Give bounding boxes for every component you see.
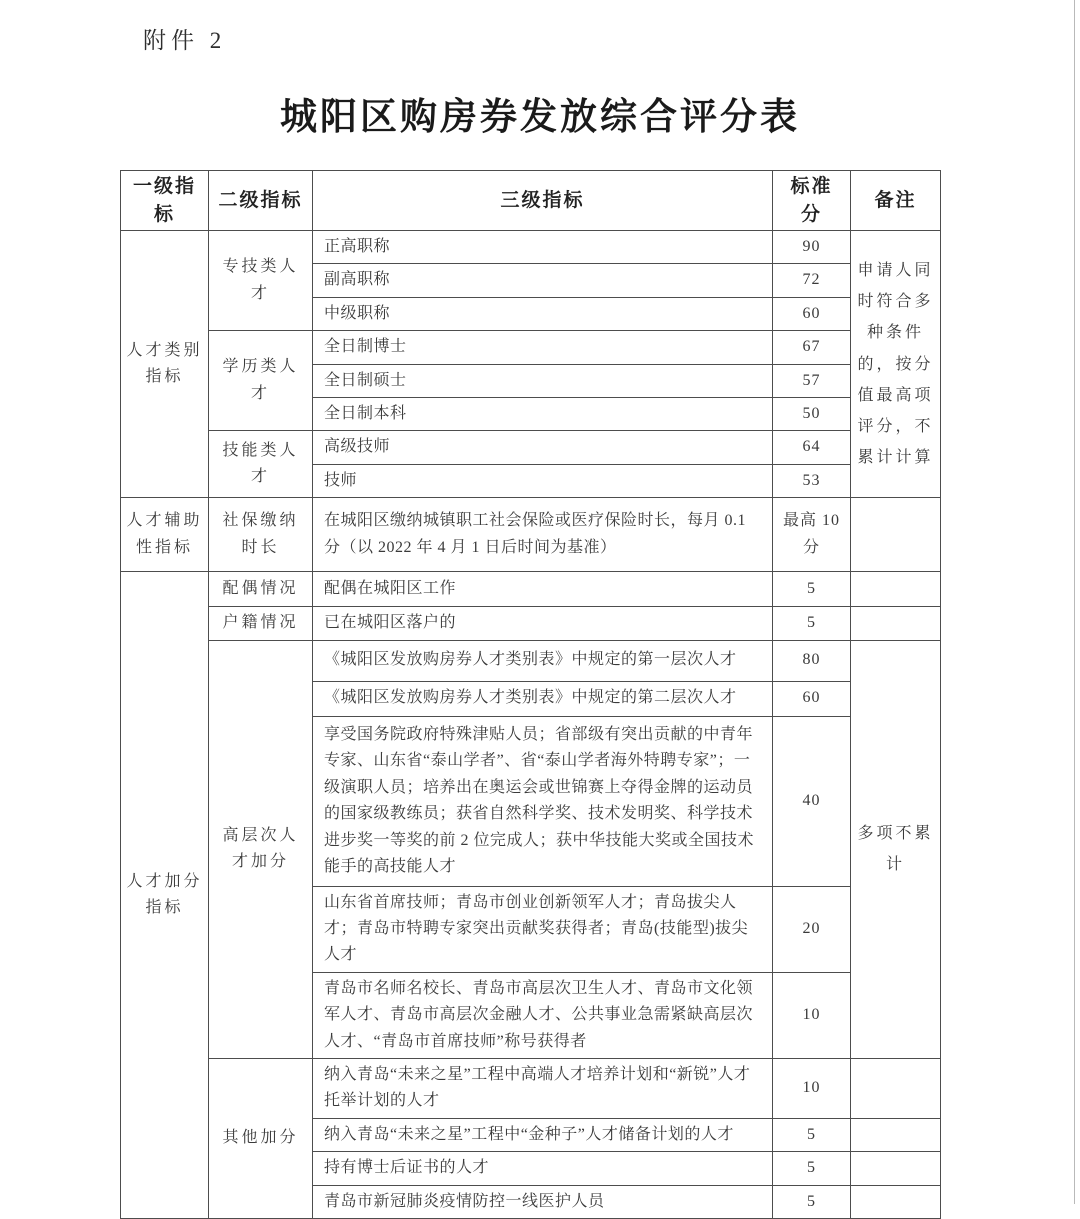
score-cell: 5 [773,1118,851,1151]
score-cell: 72 [773,264,851,297]
table-row [121,431,941,464]
remark-cell: 申请人同时符合多种条件的，按分值最高项评分，不累计计算 [851,231,941,498]
score-cell: 20 [773,886,851,972]
score-cell: 10 [773,1058,851,1118]
page-title: 城阳区购房券发放综合评分表 [280,96,800,137]
table-row [121,1058,941,1118]
level3-cell: 配偶在城阳区工作 [313,572,773,607]
score-cell: 90 [773,231,851,264]
level3-cell: 纳入青岛“未来之星”工程中高端人才培养计划和“新锐”人才托举计划的人才 [313,1058,773,1118]
table-row [121,231,941,264]
remark-cell [851,498,941,572]
level3-cell: 在城阳区缴纳城镇职工社会保险或医疗保险时长，每月 0.1 分（以 2022 年 4 月 1 日后时间为基准） [313,498,773,572]
remark-cell [851,1118,941,1151]
level3-cell: 山东省首席技师；青岛市创业创新领军人才；青岛拔尖人才；青岛市特聘专家突出贡献奖获得者；青岛(技能型)拔尖人才 [313,886,773,972]
attachment-label: 附件 2 [143,28,227,53]
remark-cell [851,1152,941,1185]
level1-cell: 人才类别指标 [121,231,209,498]
score-cell: 60 [773,297,851,330]
level2-cell: 配偶情况 [209,572,313,607]
level3-cell: 技师 [313,464,773,497]
score-cell: 53 [773,464,851,497]
level2-cell: 技能类人才 [209,431,313,498]
col-header-level1: 一级指标 [121,171,209,231]
level3-cell: 已在城阳区落户的 [313,607,773,640]
score-cell: 64 [773,431,851,464]
level3-cell: 高级技师 [313,431,773,464]
score-cell: 5 [773,572,851,607]
remark-cell: 多项不累计 [851,640,941,1058]
page-right-edge-line [1074,0,1075,1204]
scoring-table [120,170,941,1219]
table-row [121,331,941,364]
col-header-level3: 三级指标 [313,171,773,231]
level2-cell: 专技类人才 [209,231,313,331]
score-cell: 5 [773,1185,851,1218]
level1-cell: 人才辅助性指标 [121,498,209,572]
level2-cell: 高层次人才加分 [209,640,313,1058]
score-cell: 80 [773,640,851,681]
level3-cell: 全日制硕士 [313,364,773,397]
remark-cell [851,1185,941,1218]
level3-cell: 全日制本科 [313,398,773,431]
table-row [121,572,941,607]
score-cell: 60 [773,681,851,716]
table-header-row [121,171,941,231]
col-header-score: 标准分 [773,171,851,231]
table-row [121,607,941,640]
score-cell: 50 [773,398,851,431]
level3-cell: 《城阳区发放购房券人才类别表》中规定的第一层次人才 [313,640,773,681]
remark-cell [851,1058,941,1118]
col-header-level2: 二级指标 [209,171,313,231]
score-cell: 40 [773,716,851,886]
score-cell: 10 [773,972,851,1058]
level2-cell: 户籍情况 [209,607,313,640]
table-row [121,498,941,572]
level3-cell: 持有博士后证书的人才 [313,1152,773,1185]
level3-cell: 享受国务院政府特殊津贴人员；省部级有突出贡献的中青年专家、山东省“泰山学者”、省“泰山学者海外特聘专家”；一级演职人员；培养出在奥运会或世锦赛上夺得金牌的运动员的国家级教练员；获省自然科学奖、技术发明奖、科学技术进步奖一等奖的前 2 位完成人；获中华技能大奖或全国技术能手的高技能人才 [313,716,773,886]
score-cell: 5 [773,1152,851,1185]
remark-cell [851,607,941,640]
score-cell: 最高 10 分 [773,498,851,572]
score-cell: 67 [773,331,851,364]
level3-cell: 青岛市新冠肺炎疫情防控一线医护人员 [313,1185,773,1218]
level3-cell: 正高职称 [313,231,773,264]
score-cell: 5 [773,607,851,640]
level3-cell: 《城阳区发放购房券人才类别表》中规定的第二层次人才 [313,681,773,716]
remark-cell [851,572,941,607]
level3-cell: 全日制博士 [313,331,773,364]
level3-cell: 中级职称 [313,297,773,330]
level1-cell: 人才加分指标 [121,572,209,1219]
table-row [121,640,941,681]
level3-cell: 副高职称 [313,264,773,297]
level2-cell: 其他加分 [209,1058,313,1218]
level3-cell: 纳入青岛“未来之星”工程中“金种子”人才储备计划的人才 [313,1118,773,1151]
level2-cell: 社保缴纳时长 [209,498,313,572]
score-cell: 57 [773,364,851,397]
level2-cell: 学历类人才 [209,331,313,431]
col-header-remark: 备注 [851,171,941,231]
level3-cell: 青岛市名师名校长、青岛市高层次卫生人才、青岛市文化领军人才、青岛市高层次金融人才、公共事业急需紧缺高层次人才、“青岛市首席技师”称号获得者 [313,972,773,1058]
